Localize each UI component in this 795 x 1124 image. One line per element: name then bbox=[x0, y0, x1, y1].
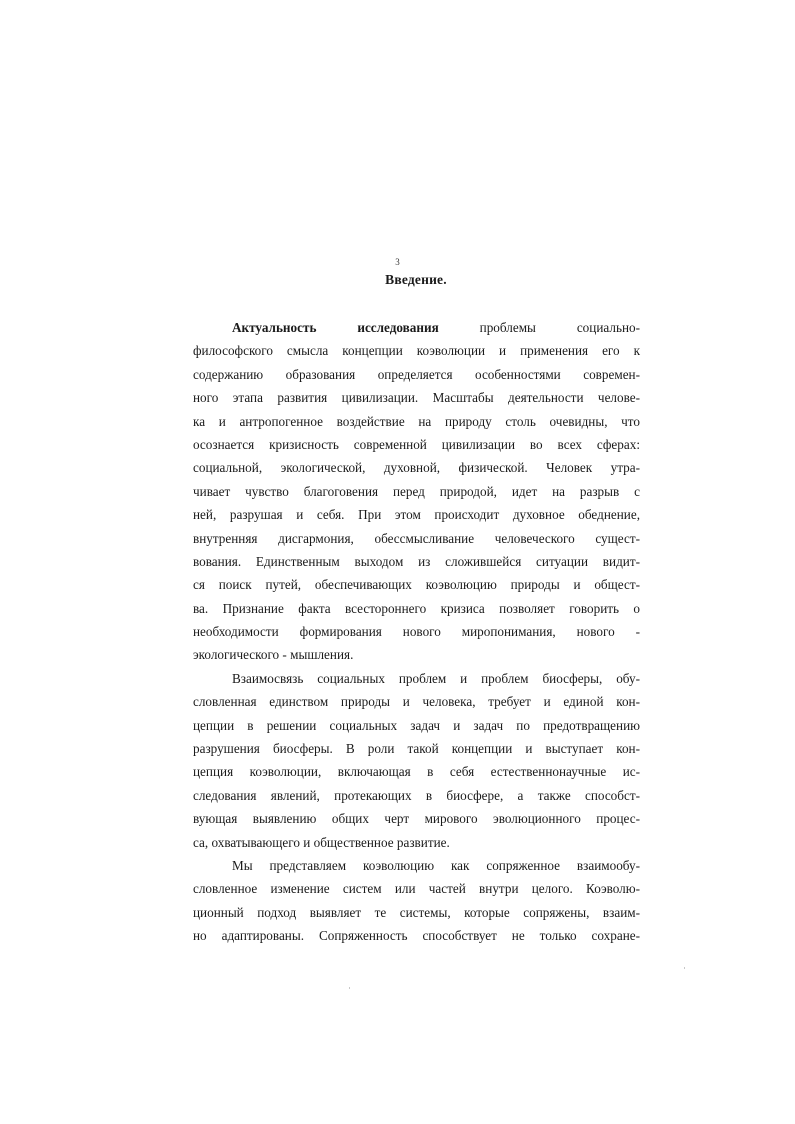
text-line: необходимости формирования нового миропонимания, нового - bbox=[193, 624, 640, 640]
text-line: разрушения биосферы. В роли такой концепции и выступает кон- bbox=[193, 741, 640, 757]
text-line: ва. Признание факта всестороннего кризиса позволяет говорить о bbox=[193, 600, 640, 616]
text-line: ся поиск путей, обеспечивающих коэволюцию природы и общест- bbox=[193, 577, 640, 593]
paragraph-3 bbox=[193, 854, 640, 948]
text-line: Взаимосвязь социальных проблем и проблем биосферы, обу- bbox=[232, 670, 640, 686]
text-line: социальной, экологической, духовной, физической. Человек утра- bbox=[193, 460, 640, 476]
text-line: словленная единством природы и человека, требует и единой кон- bbox=[193, 694, 640, 710]
paragraph-1 bbox=[193, 316, 640, 667]
text-line: внутренняя дисгармония, обессмысливание человеческого сущест- bbox=[193, 530, 640, 546]
text-line: философского смысла концепции коэволюции и применения его к bbox=[193, 343, 640, 359]
page-number: 3 bbox=[395, 257, 400, 267]
text-line: экологического - мышления. bbox=[193, 647, 354, 663]
text-line: осознается кризисность современной цивилизации во всех сферах: bbox=[193, 436, 640, 452]
section-heading: Введение. bbox=[385, 272, 447, 287]
paragraph-2 bbox=[193, 667, 640, 854]
text-line: ного этапа развития цивилизации. Масштабы деятельности челове- bbox=[193, 390, 640, 406]
text-line: вующая выявлению общих черт мирового эволюционного процес- bbox=[193, 811, 640, 827]
text-line: цепция коэволюции, включающая в себя естественнонаучные ис- bbox=[193, 764, 640, 780]
text-line: вования. Единственным выходом из сложившейся ситуации видит- bbox=[193, 553, 640, 569]
body-text bbox=[193, 316, 640, 948]
text-line: ционный подход выявляет те системы, которые сопряжены, взаим- bbox=[193, 904, 640, 920]
text-line: чивает чувство благоговения перед природой, идет на разрыв с bbox=[193, 483, 640, 499]
scan-speck bbox=[349, 987, 350, 989]
scan-speck bbox=[684, 967, 685, 969]
text-line: цепции в решении социальных задач и задач по предотвращению bbox=[193, 717, 640, 733]
text-line: ка и антропогенное воздействие на природу столь очевидны, что bbox=[193, 413, 640, 429]
text-line: словленное изменение систем или частей внутри целого. Коэволю- bbox=[193, 881, 640, 897]
text-line: Мы представляем коэволюцию как сопряженное взаимообу- bbox=[232, 857, 640, 873]
bold-lead: Актуальность исследования bbox=[232, 320, 439, 335]
text-line: са, охватывающего и общественное развитие. bbox=[193, 834, 450, 850]
text-line: следования явлений, протекающих в биосфере, а также способст- bbox=[193, 787, 640, 803]
text-line: проблемы социально- bbox=[479, 320, 640, 335]
text-line: содержанию образования определяется особенностями современ- bbox=[193, 366, 640, 382]
paragraph-1-line-0 bbox=[193, 316, 640, 339]
text-line: но адаптированы. Сопряженность способствует не только сохране- bbox=[193, 928, 640, 944]
text-line: ней, разрушая и себя. При этом происходит духовное обеднение, bbox=[193, 507, 640, 523]
